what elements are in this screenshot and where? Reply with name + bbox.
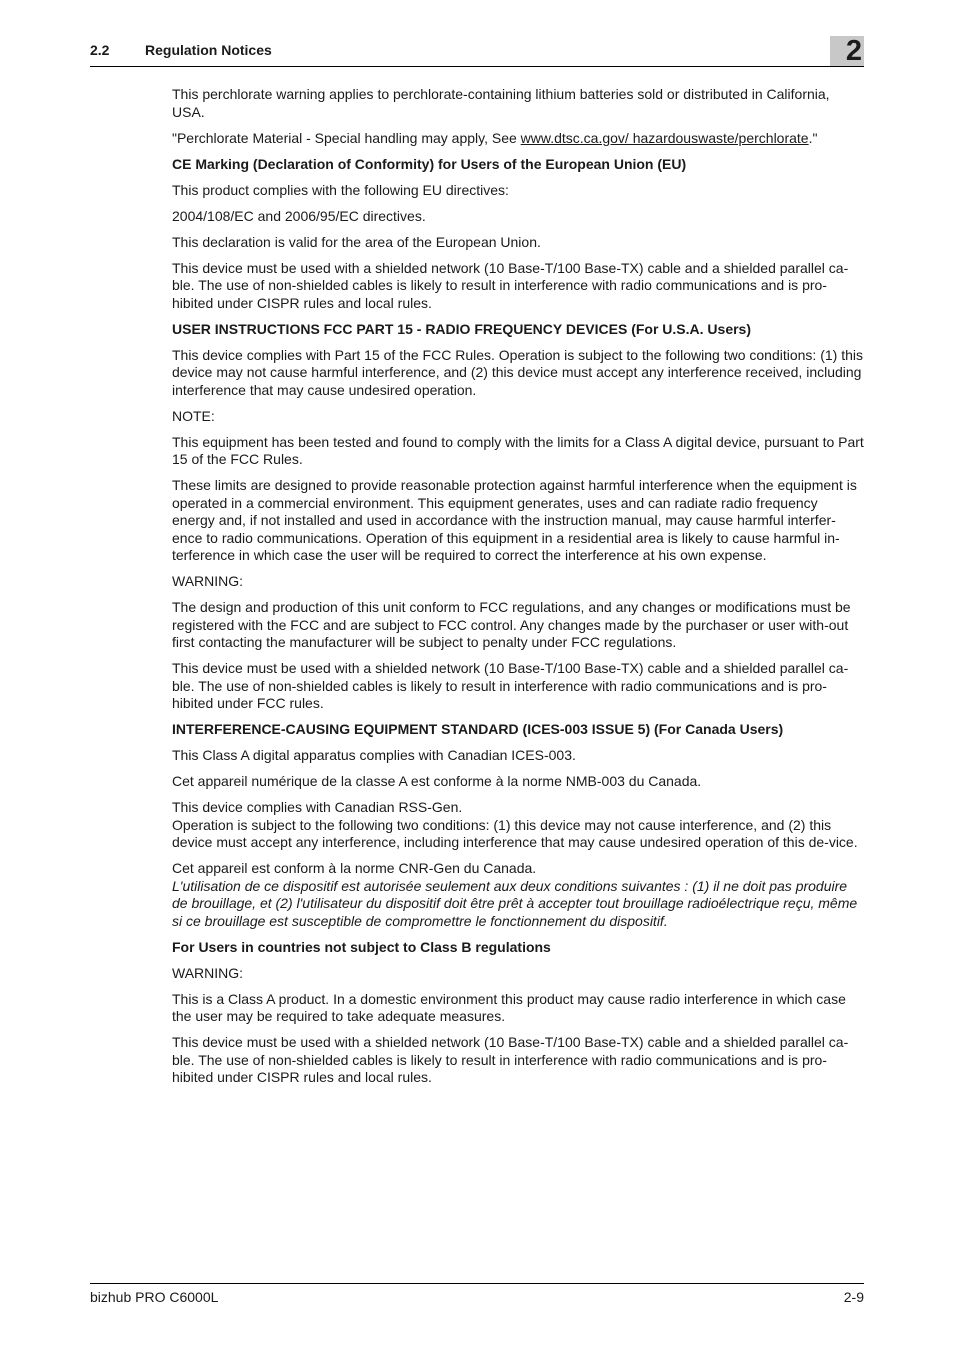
paragraph-perchlorate-warning: This perchlorate warning applies to perchlorate-containing lithium batteries sold or distributed in California, USA. xyxy=(172,86,830,120)
paragraph-shielded-cable-cispr-final: This device must be used with a shielded network (10 Base-T/100 Base-TX) cable and a shielded parallel ca-ble. The use of non-shielded cables is likely to result in interference with radio communications and is pro-hibited under CISPR rules and local rules. xyxy=(172,1034,849,1085)
page-content xyxy=(172,86,864,1095)
paragraph-directive-numbers: 2004/108/EC and 2006/95/EC directives. xyxy=(172,207,426,224)
label-note: NOTE: xyxy=(172,407,215,424)
product-model: bizhub PRO C6000L xyxy=(90,1289,219,1305)
label-warning: WARNING: xyxy=(172,573,244,589)
paragraph-cnr-gen-french: Cet appareil est conform à la norme CNR-Gen du Canada. xyxy=(172,860,537,876)
perchlorate-text-post: ." xyxy=(808,129,818,146)
page-header xyxy=(90,35,864,67)
paragraph-cnr-gen-conditions-french: L'utilisation de ce dispositif est autorisée seulement aux deux conditions suivantes : (1) il ne doit pas produire de brouillage, et (2) l'utilisateur du dispositif doit être prêt à accepter tout brouillage radioélectrique reçu, même si ce brouillage est susceptible de compromettre le fonctionnement du dispositif. xyxy=(172,877,858,929)
heading-fcc-part15: USER INSTRUCTIONS FCC PART 15 - RADIO FREQUENCY DEVICES (For U.S.A. Users) xyxy=(172,320,751,337)
section-number: 2.2 xyxy=(90,42,110,58)
page-number: 2-9 xyxy=(843,1289,864,1305)
dtsc-perchlorate-link[interactable]: www.dtsc.ca.gov/ hazardouswaste/perchlorate xyxy=(520,129,809,146)
paragraph-eu-validity: This declaration is valid for the area of the European Union. xyxy=(172,233,541,250)
paragraph-fcc-conditions: This device complies with Part 15 of the FCC Rules. Operation is subject to the following two conditions: (1) this device may not cause harmful interference, and (2) this device must accept any interference received, including interference that may cause undesired operation. xyxy=(172,346,863,398)
page-footer xyxy=(90,1283,864,1305)
section-title: Regulation Notices xyxy=(145,42,272,58)
paragraph-eu-directives: This product complies with the following EU directives: xyxy=(172,181,509,198)
chapter-number-tab: 2 xyxy=(830,36,864,66)
heading-ices-003: INTERFERENCE-CAUSING EQUIPMENT STANDARD (ICES-003 ISSUE 5) (For Canada Users) xyxy=(172,721,784,737)
paragraph-rss-gen: This device complies with Canadian RSS-Gen. xyxy=(172,799,463,815)
paragraph-shielded-cable-cispr: This device must be used with a shielded network (10 Base-T/100 Base-TX) cable and a shielded parallel ca-ble. The use of non-shielded cables is likely to result in interference with radio communications and is pro-hibited under CISPR rules and local rules. xyxy=(172,259,849,311)
paragraph-class-a-tested: This equipment has been tested and found to comply with the limits for a Class A digital device, pursuant to Part 15 of the FCC Rules. xyxy=(172,433,864,467)
paragraph-fcc-modifications: The design and production of this unit conform to FCC regulations, and any changes or modifications must be registered with the FCC and are subject to FCC control. Any changes made by the purchaser or user with-out first contacting the manufacturer will be subject to penalty under FCC regulations. xyxy=(172,599,851,650)
paragraph-shielded-cable-fcc: This device must be used with a shielded network (10 Base-T/100 Base-TX) cable and a shielded parallel ca-ble. The use of non-shielded cables is likely to result in interference with radio communications and is pro-hibited under FCC rules. xyxy=(172,660,849,711)
heading-class-b-countries: For Users in countries not subject to Class B regulations xyxy=(172,938,551,955)
paragraph-nmb-003-french: Cet appareil numérique de la classe A est conforme à la norme NMB-003 du Canada. xyxy=(172,773,702,789)
paragraph-rss-gen-conditions: Operation is subject to the following two conditions: (1) this device may not cause interference, and (2) this device must accept any interference, including interference that may cause undesired operation of this de-vice. xyxy=(172,816,858,850)
paragraph-fcc-limits: These limits are designed to provide reasonable protection against harmful interference when the equipment is operated in a commercial environment. This equipment generates, uses and can radiate radio frequency energy and, if not installed and used in accordance with the instruction manual, may cause harmful interfer-ence to radio communications. Operation of this equipment in a residential area is likely to cause harmful in-terference in which case the user will be required to correct the interference at his own expense. xyxy=(172,477,857,563)
paragraph-ices-compliance: This Class A digital apparatus complies with Canadian ICES-003. xyxy=(172,747,576,763)
label-warning-class-a: WARNING: xyxy=(172,964,244,981)
perchlorate-text-pre: "Perchlorate Material - Special handling may apply, See xyxy=(172,129,521,146)
paragraph-class-a-domestic: This is a Class A product. In a domestic environment this product may cause radio interference in which case the user may be required to take adequate measures. xyxy=(172,990,846,1024)
heading-ce-marking: CE Marking (Declaration of Conformity) for Users of the European Union (EU) xyxy=(172,155,687,172)
paragraph-perchlorate-material xyxy=(172,130,864,148)
